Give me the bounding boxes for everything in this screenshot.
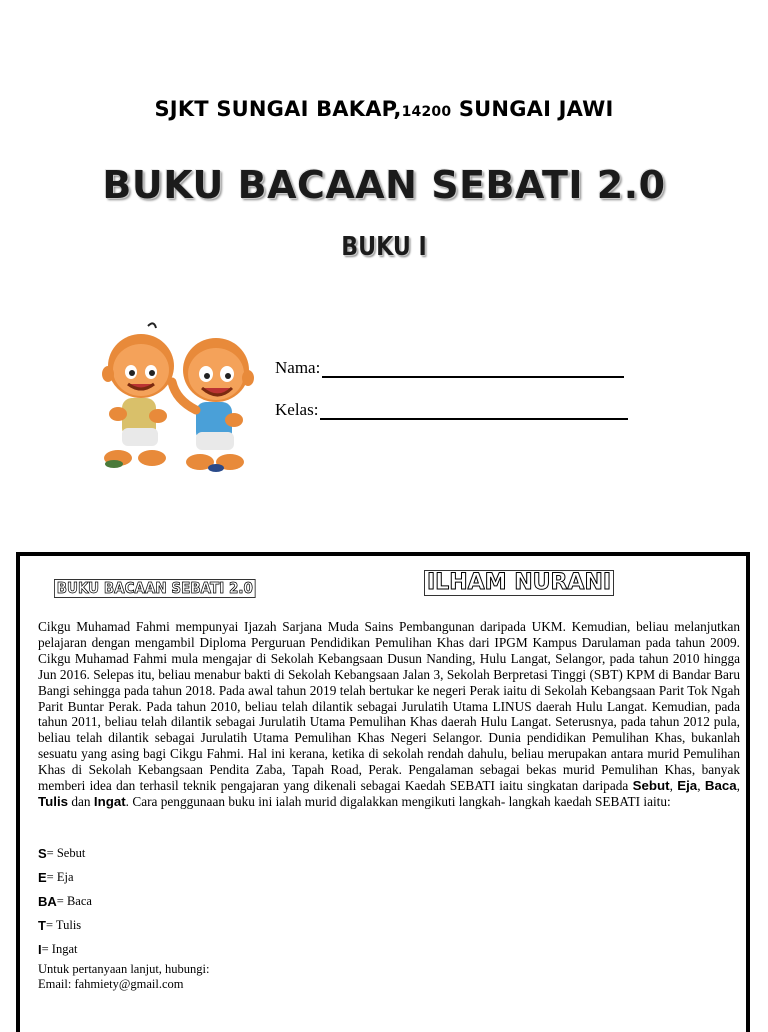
step-meaning: = Tulis — [45, 917, 82, 932]
step-item — [38, 890, 92, 914]
step-item — [38, 937, 92, 961]
bio-text: Cikgu Muhamad Fahmi mempunyai Ijazah Sarjana Muda Sains Pembangunan daripada UKM. Kemudian, beliau melanjutkan pelajaran dengan mengambil Diploma Perguruan Pendidikan Pemulihan Khas dari IPGM Kampus Darulaman pada tahun 2009. Cikgu Muhamad Fahmi mula mengajar di Sekolah Kebangsaan Dusun Nanding, Hulu Langat, Selangor, pada tahun 2010 hingga Jun 2016. Selepas itu, beliau menabur bakti di Sekolah Kebangsaan Jalan 3, Sekolah Berpretasi Tinggi (SBT) KPM di Bandar Baru Bangi sehingga pada tahun 2018. Pada awal tahun 2019 telah bertukar ke negeri Perak iaitu di Sekolah Kebangsaan Parit Tok Ngah Parit Buntar Perak. Pada tahun 2010, beliau telah dilantik sebagai Jurulatih Utama LINUS daerah Hulu Langat. Kemudian, pada tahun 2011, beliau telah dilantik sebagai Jurulatih Utama Pemulihan Khas daerah Hulu Langat. Seterusnya, pada tahun 2012 pula, beliau telah dilantik sebagai Jurulatih Utama Pemulihan Khas Negeri Selangor. Dunia pendidikan Pemulihan Khas, bukanlah sesuatu yang asing bagi Cikgu Fahmi. Hal ini kerana, ketika di sekolah rendah dahulu, beliau merupakan antara murid Pemulihan Khas di Sekolah Kebangsaan Pendita Zaba, Tapah Road, Perak. Pengalaman sebagai bekas murid Pemulihan Khas, banyak memberi idea dan terhasil teknik pengajaran yang dikenali sebagai Kaedah SEBATI iaitu singkatan daripada — [38, 619, 740, 794]
contact-info — [38, 962, 210, 991]
contact-line: Untuk pertanyaan lanjut, hubungi: — [38, 962, 210, 976]
separator-1: , — [669, 778, 678, 794]
class-blank-line[interactable] — [320, 402, 628, 420]
separator-2: , — [697, 778, 705, 794]
step-key: T — [38, 917, 46, 933]
name-blank-line[interactable] — [322, 360, 624, 378]
school-name: SJKT SUNGAI BAKAP, — [154, 97, 402, 121]
step-key: I — [38, 941, 42, 957]
right-boy-figure — [172, 338, 254, 472]
email-line[interactable]: Email: fahmiety@gmail.com — [38, 976, 184, 991]
keyword-sebut: Sebut — [632, 778, 670, 794]
left-boy-figure — [102, 323, 174, 468]
series-label: BUKU BACAAN SEBATI 2.0 — [54, 579, 256, 598]
book-subtitle: BUKU I — [341, 232, 427, 262]
author-bio-paragraph — [38, 619, 740, 810]
step-key: BA — [38, 893, 57, 909]
step-meaning: = Sebut — [46, 846, 86, 861]
class-field[interactable] — [275, 400, 628, 420]
school-postcode: 14200 — [401, 104, 452, 120]
step-meaning: = Baca — [56, 893, 92, 908]
book-title: BUKU BACAAN SEBATI 2.0 — [102, 163, 666, 207]
keyword-tulis: Tulis — [38, 793, 69, 809]
cartoon-twins-illustration — [96, 318, 266, 483]
keyword-eja: Eja — [677, 778, 698, 794]
separator-4: dan — [68, 793, 94, 809]
step-item — [38, 842, 92, 866]
step-meaning: = Ingat — [41, 941, 78, 956]
author-label: ILHAM NURANI — [424, 570, 614, 596]
bio-text-end: . Cara penggunaan buku ini ialah murid digalakkan mengikuti langkah- langkah kaedah SEBATI iaitu: — [125, 793, 671, 809]
name-label: Nama: — [275, 358, 321, 377]
sebati-steps-list — [38, 842, 92, 961]
school-town: SUNGAI JAWI — [458, 97, 614, 121]
keyword-ingat: Ingat — [93, 793, 126, 809]
author-bio-box — [16, 552, 750, 1032]
step-item — [38, 866, 92, 890]
school-header — [0, 97, 768, 121]
name-field[interactable] — [275, 358, 624, 378]
step-meaning: = Eja — [46, 870, 74, 885]
keyword-baca: Baca — [704, 778, 737, 794]
class-label: Kelas: — [275, 400, 319, 419]
step-item — [38, 913, 92, 937]
step-key: E — [38, 870, 47, 886]
separator-3: , — [736, 778, 740, 794]
step-key: S — [38, 846, 47, 862]
